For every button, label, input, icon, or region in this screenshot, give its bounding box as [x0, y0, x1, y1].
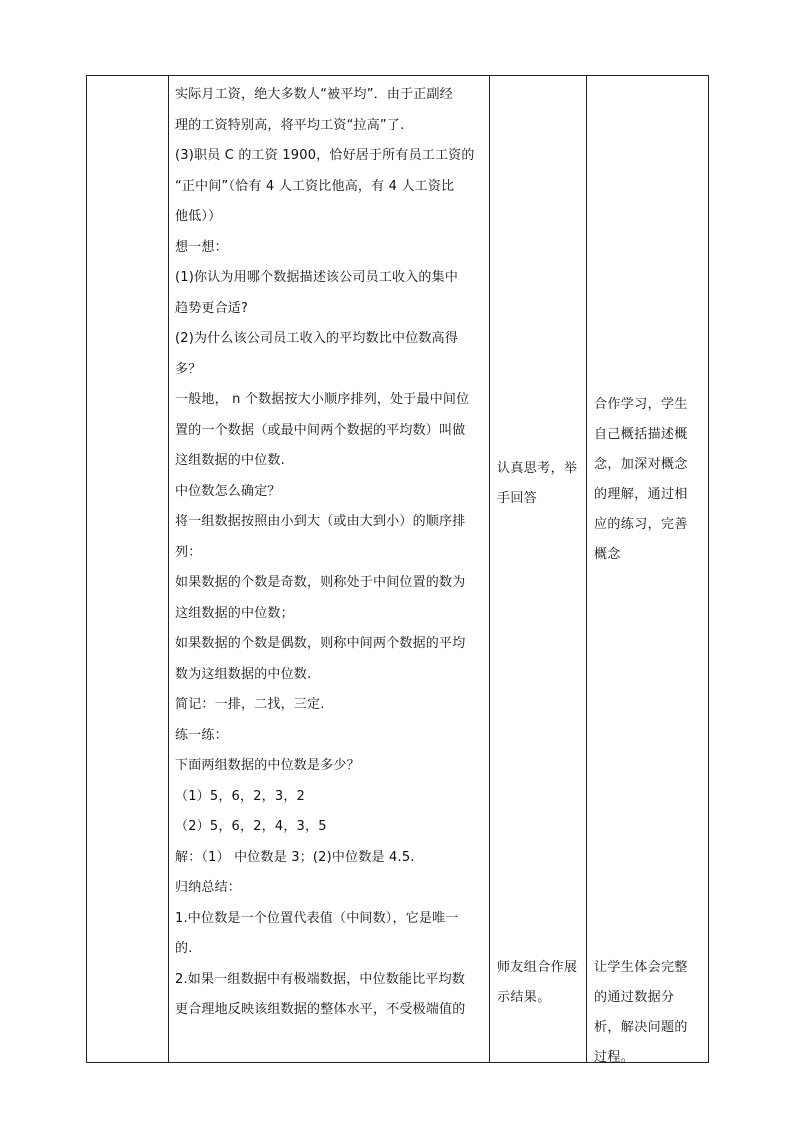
- design-intent-line: 合作学习，学生: [594, 397, 688, 412]
- student-activity-line: 师友组合作展: [497, 960, 578, 975]
- student-activity-line: 手回答: [497, 491, 538, 506]
- content-line: 简记：一排，二找，三定.: [175, 697, 325, 712]
- content-line: 理的工资特别高，将平均工资“拉高”了.: [175, 117, 405, 133]
- design-intent-block-1: [594, 390, 688, 570]
- content-line: 将一组数据按照由小到大（或由大到小）的顺序排: [175, 514, 466, 529]
- content-line: 想一想：: [175, 239, 228, 255]
- design-intent-line: 自己概括描述概: [594, 427, 688, 442]
- design-intent-line: 概念: [594, 547, 621, 562]
- content-line: 更合理地反映该组数据的整体水平，不受极端值的: [175, 1002, 466, 1017]
- content-line: 如果数据的个数是偶数，则称中间两个数据的平均: [175, 636, 466, 651]
- content-line: 多？: [175, 361, 202, 377]
- content-line: (2)为什么该公司员工收入的平均数比中位数高得: [175, 331, 459, 346]
- content-line: 归纳总结：: [175, 880, 242, 895]
- content-line: 这组数据的中位数；: [175, 605, 294, 621]
- teaching-content: [169, 76, 489, 1026]
- content-line: 趋势更合适?: [175, 300, 249, 316]
- design-intent-line: 的通过数据分: [594, 990, 675, 1005]
- content-line: 实际月工资，绝大多数人“被平均”．由于正副经: [175, 87, 453, 102]
- student-activity-block-1: [497, 454, 577, 514]
- lesson-plan-table: [86, 75, 709, 1063]
- design-intent-line: 过程。: [594, 1050, 635, 1065]
- content-line: 如果数据的个数是奇数，则称处于中间位置的数为: [175, 575, 466, 590]
- content-line: 下面两组数据的中位数是多少？: [175, 758, 360, 773]
- content-line: 一般地， n 个数据按大小顺序排列，处于最中间位: [175, 392, 470, 407]
- design-intent-block-2: [594, 953, 688, 1073]
- student-activity-block-2: [497, 953, 577, 1013]
- content-line: 的.: [175, 941, 193, 956]
- content-line: (1)你认为用哪个数据描述该公司员工收入的集中: [175, 270, 459, 285]
- content-line: （1）5，6，2，3，2: [175, 788, 306, 804]
- content-line: 2.如果一组数据中有极端数据，中位数能比平均数: [175, 971, 466, 987]
- content-line: 这组数据的中位数.: [175, 453, 285, 468]
- content-line: “正中间”（恰有 4 人工资比他高，有 4 人工资比: [175, 178, 455, 194]
- teaching-content-cell: [169, 76, 490, 1063]
- design-intent-line: 让学生体会完整: [594, 960, 688, 975]
- student-activity-line: 认真思考，举: [497, 461, 578, 476]
- content-line: (3)职员 C 的工资 1900，恰好居于所有员工工资的: [175, 148, 475, 163]
- content-line: 中位数怎么确定？: [175, 483, 281, 499]
- table-row: [87, 76, 709, 1063]
- design-intent-line: 念，加深对概念: [594, 457, 688, 472]
- design-intent-line: 析，解决问题的: [594, 1020, 688, 1035]
- content-line: 数为这组数据的中位数.: [175, 666, 312, 682]
- content-line: 1.中位数是一个位置代表值（中间数），它是唯一: [175, 910, 459, 926]
- content-line: 置的一个数据（或最中间两个数据的平均数）叫做: [175, 422, 466, 438]
- student-activity-cell: [490, 76, 587, 1063]
- content-line: 列：: [175, 544, 202, 560]
- design-intent-line: 的理解，通过相: [594, 487, 688, 502]
- content-line: 他低））: [175, 209, 222, 224]
- design-intent-line: 应的练习，完善: [594, 517, 688, 532]
- design-intent-cell: [587, 76, 709, 1063]
- student-activity-line: 示结果。: [497, 990, 551, 1005]
- content-line: 练一练：: [175, 727, 228, 743]
- content-line: 解：（1） 中位数是 3；(2)中位数是 4.5.: [175, 849, 415, 865]
- stage-cell: [87, 76, 169, 1063]
- content-line: （2）5，6，2，4，3，5: [175, 819, 327, 834]
